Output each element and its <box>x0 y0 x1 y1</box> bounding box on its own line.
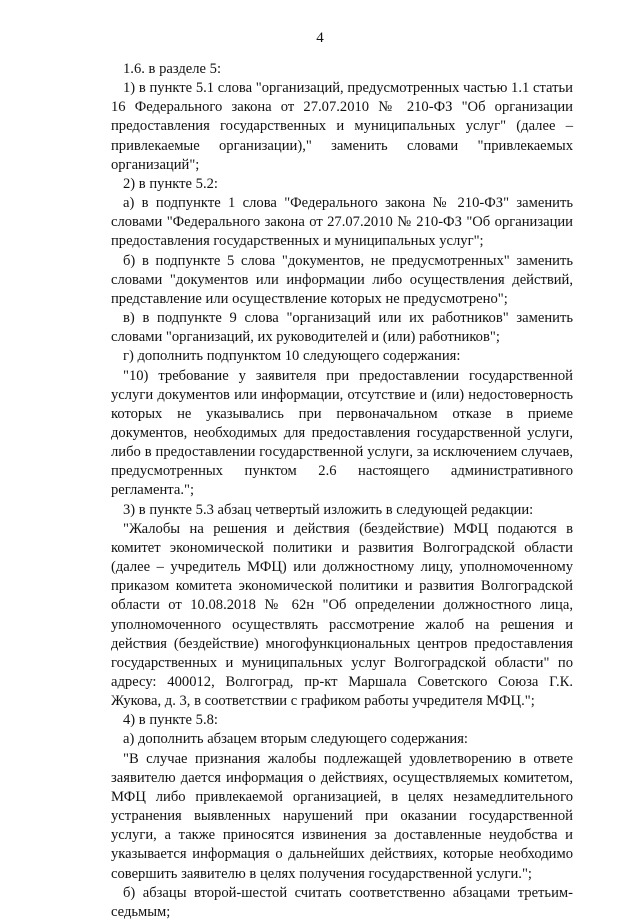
paragraph-item-2: 2) в пункте 5.2: <box>123 175 218 192</box>
paragraph-quote-10: "10) требование у заявителя при предоставлении государственной услуги документов или информации, отсутствие и (или) недостоверность которых не указывались при первоначальном отказе в приеме документов, необходимых для предоставления государственной услуги, либо в предоставлении государственной услуги, за исключением случаев, предусмотренных пунктом 2.6 настоящего административного регламента."; <box>111 367 573 499</box>
page-number: 4 <box>316 30 324 46</box>
paragraph-item-4: 4) в пункте 5.8: <box>123 712 218 729</box>
paragraph-subitem-g: г) дополнить подпунктом 10 следующего содержания: <box>123 348 461 365</box>
document-body <box>111 60 573 922</box>
paragraph-item-1: 1) в пункте 5.1 слова "организаций, предусмотренных частью 1.1 статьи 16 Федерального закона от 27.07.2010 № 210-ФЗ "Об организации предоставления государственных и муниципальных услуг" (далее – привлекаемые организации)," заменить словами "привлекаемых организаций"; <box>111 80 573 173</box>
paragraph-subitem-a: а) в подпункте 1 слова "Федерального закона № 210-ФЗ" заменить словами "Федерального закона от 27.07.2010 № 210-ФЗ "Об организации предоставления государственных и муниципальных услуг"; <box>111 195 573 250</box>
paragraph-item-3: 3) в пункте 5.3 абзац четвертый изложить в следующей редакции: <box>123 501 534 518</box>
paragraph-subitem-a2: а) дополнить абзацем вторым следующего содержания: <box>123 731 468 748</box>
paragraph-subitem-v: в) в подпункте 9 слова "организаций или их работников" заменить словами "организаций, их руководителей и (или) работников"; <box>111 310 573 346</box>
paragraph-quote-complaints: "Жалобы на решения и действия (бездействие) МФЦ подаются в комитет экономической политики и развития Волгоградской области (далее – учредитель МФЦ) или должностному лицу, уполномоченному приказом комитета экономической политики и развития Волгоградской области от 10.08.2018 № 62н "Об определении должностного лица, уполномоченного осуществлять рассмотрение жалоб на решения и действия (бездействие) многофункциональных центров предоставления государственных и муниципальных услуг Волгоградской области" по адресу: 400012, Волгоград, пр-кт Маршала Советского Союза Г.К. Жукова, д. 3, в соответствии с графиком работы учредителя МФЦ."; <box>111 520 573 710</box>
paragraph-section-heading: 1.6. в разделе 5: <box>123 61 222 77</box>
paragraph-subitem-b2: б) абзацы второй-шестой считать соответственно абзацами третьим-седьмым; <box>111 884 573 920</box>
paragraph-subitem-b: б) в подпункте 5 слова "документов, не предусмотренных" заменить словами "документов или информации либо осуществления действий, представление или осуществление которых не предусмотрено"; <box>111 252 573 307</box>
paragraph-quote-satisfaction: "В случае признания жалобы подлежащей удовлетворению в ответе заявителю дается информация о действиях, осуществляемых комитетом, МФЦ либо привлекаемой организацией, в целях незамедлительного устранения выявленных нарушений при оказании государственной услуги, а также приносятся извинения за доставленные неудобства и указывается информация о дальнейших действиях, которые необходимо совершить заявителю в целях получения государственной услуги."; <box>111 750 573 882</box>
